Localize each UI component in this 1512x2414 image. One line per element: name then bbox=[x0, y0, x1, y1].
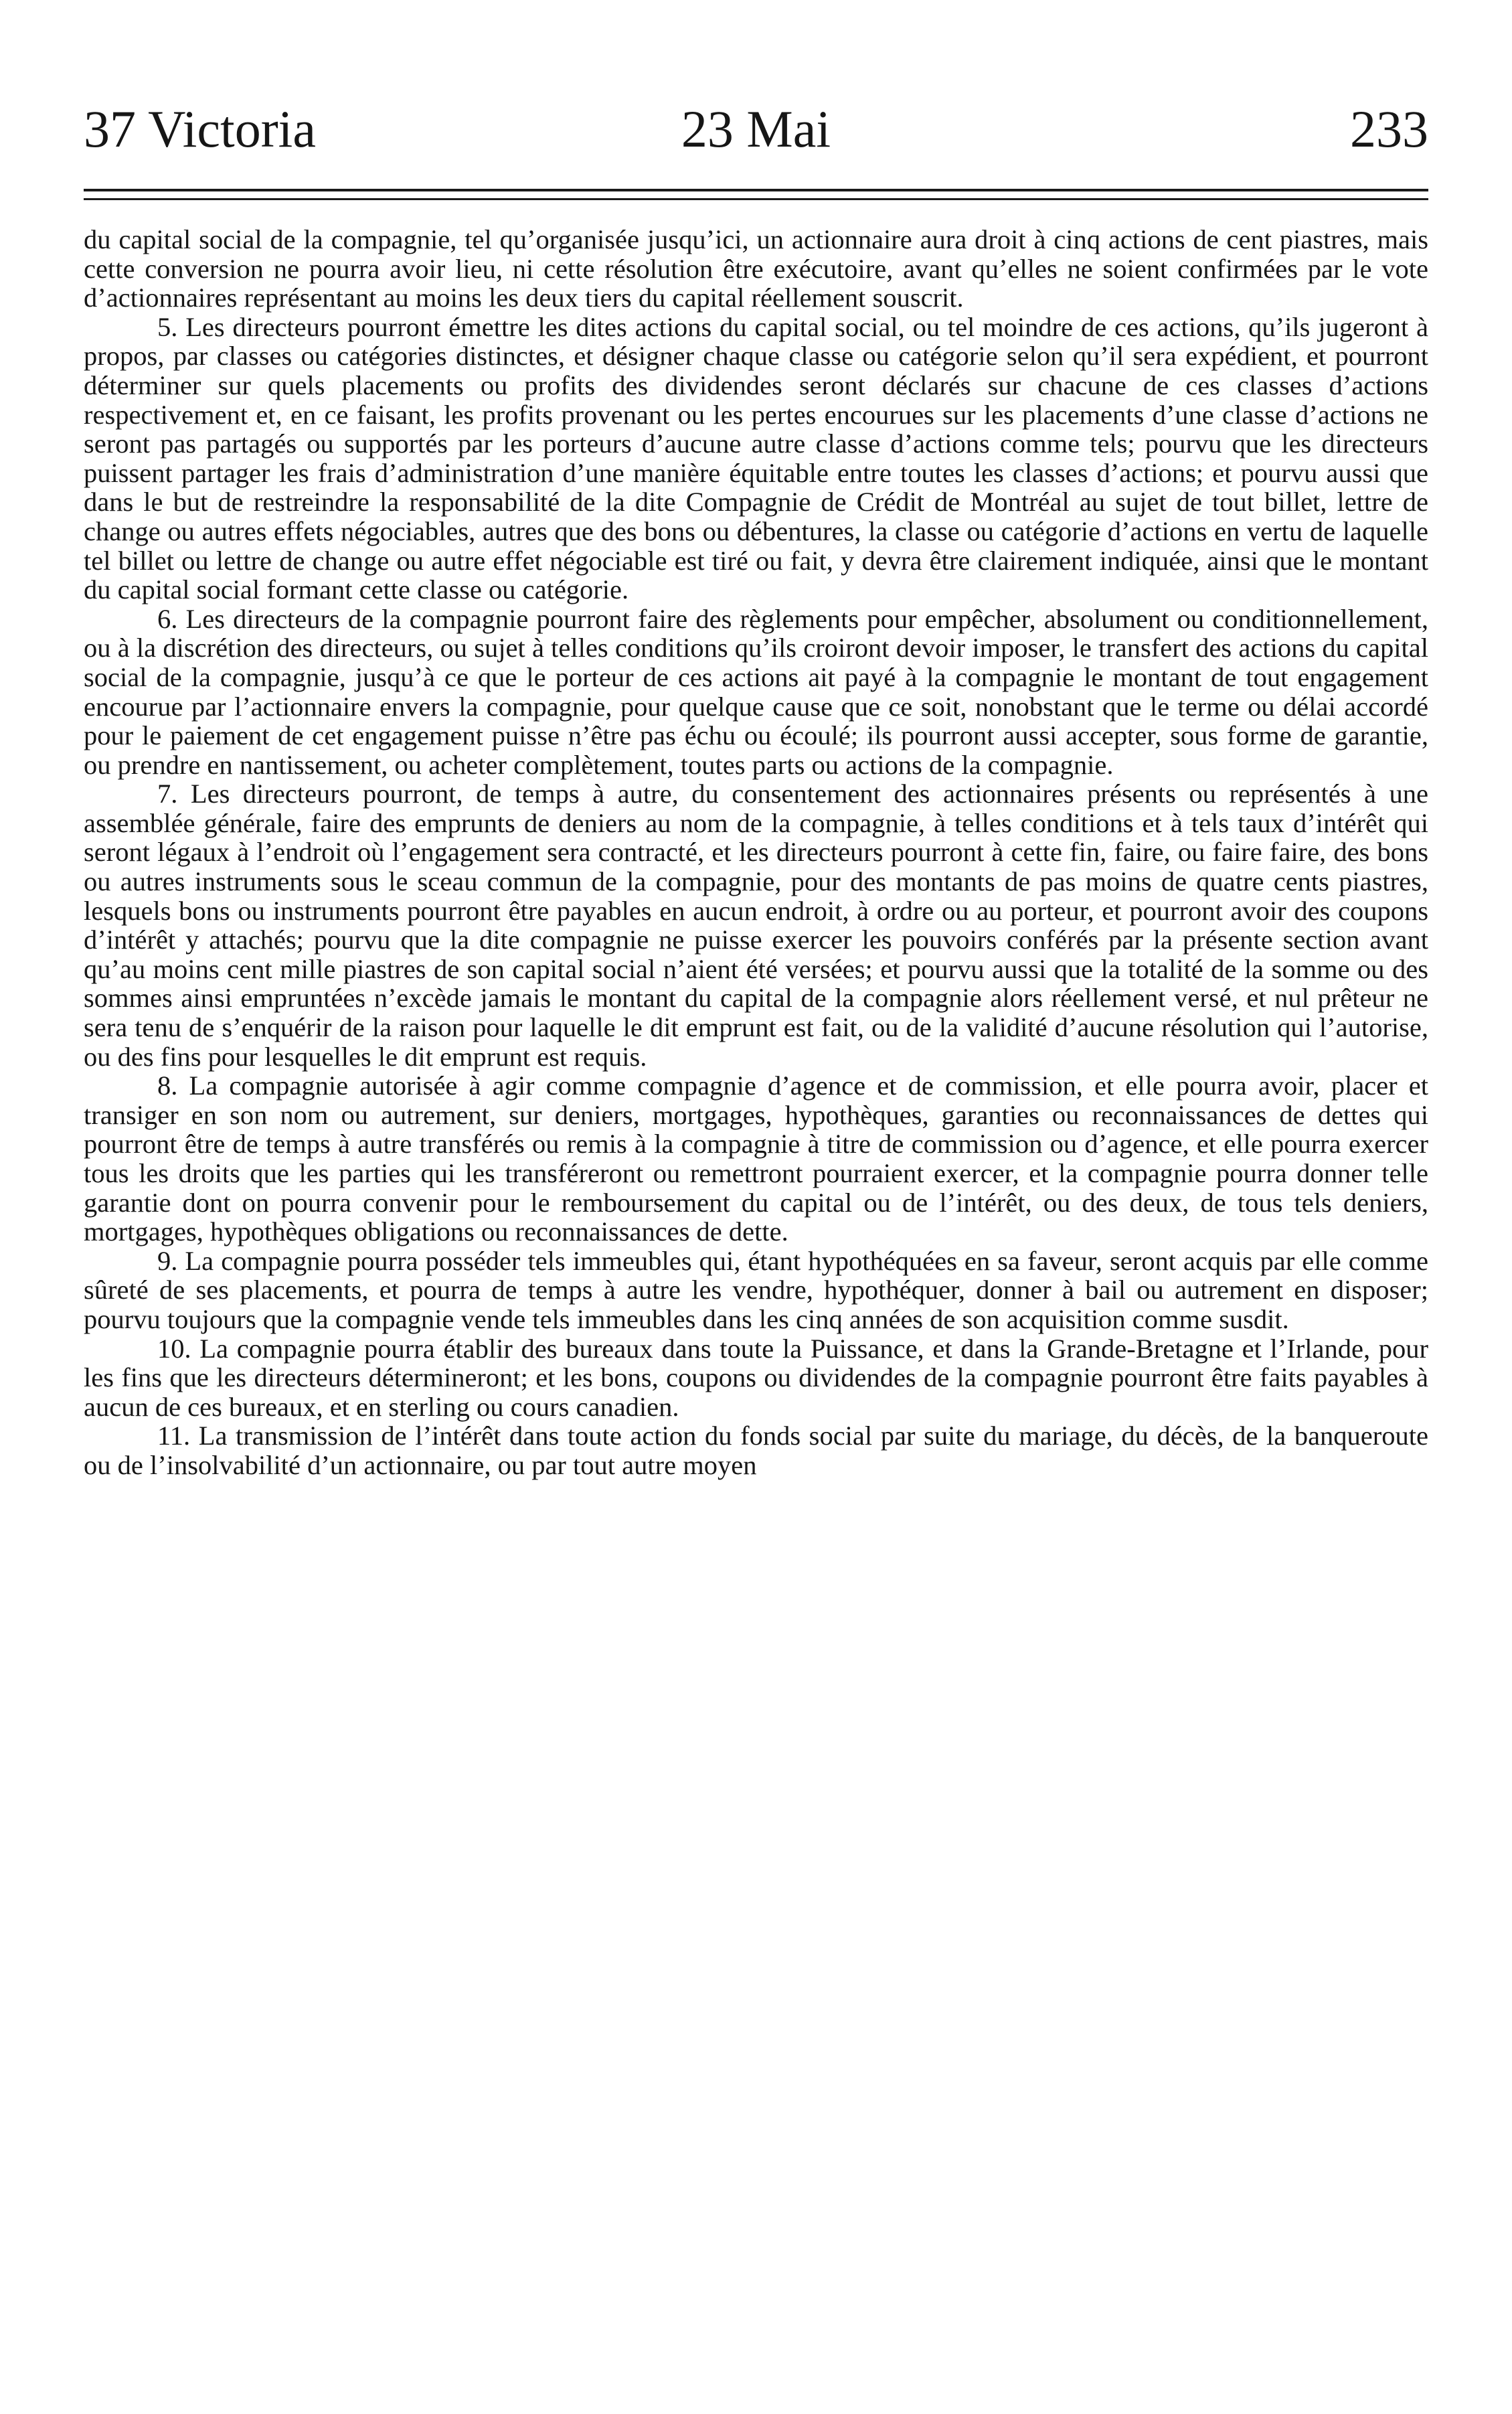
page-number: 233 bbox=[1350, 100, 1428, 158]
paragraph-continuation: du capital social de la compagnie, tel qu’organisée jusqu’ici, un actionnaire aura droit à cinq actions de cent piastres, mais cette conversion ne pourra avoir lieu, ni cette résolution être exécutoire, avant qu’elles ne soient confirmées par le vote d’actionnaires représentant au moins les deux tiers du capital réellement souscrit. bbox=[84, 224, 1428, 313]
section-5: 5. Les directeurs pourront émettre les dites actions du capital social, ou tel moindre de ces actions, qu’ils jugeront à propos, par classes ou catégories distinctes, et désigner chaque classe ou catégorie selon qu’il sera expédient, et pourront déterminer sur quels placements ou profits des dividendes seront déclarés sur chacune de ces classes d’actions respectivement et, en ce faisant, les profits provenant ou les pertes encourues sur les placements d’une classe d’actions ne seront pas partagés ou supportés par les porteurs d’aucune autre classe d’actions comme tels; pourvu que les directeurs puissent partager les frais d’administration d’une manière équitable entre toutes les classes d’actions; et pourvu aussi que dans le but de restreindre la responsabilité de la dite Compagnie de Crédit de Montréal au sujet de tout billet, lettre de change ou autres effets négociables, autres que des bons ou débentures, la classe ou catégorie d’actions en vertu de laquelle tel billet ou lettre de change ou autre effet négociable est tiré ou fait, y devra être clairement indiquée, ainsi que le montant du capital social formant cette classe ou catégorie. bbox=[84, 311, 1428, 605]
section-11: 11. La transmission de l’intérêt dans toute action du fonds social par suite du mariage, du décès, de la banqueroute ou de l’insolvabilité d’un actionnaire, ou par tout autre moyen bbox=[84, 1421, 1428, 1480]
header-rule-thin bbox=[84, 198, 1428, 200]
header-regnal-year: 37 Victoria bbox=[84, 100, 316, 158]
section-8: 8. La compagnie autorisée à agir comme compagnie d’agence et de commission, et elle pourra avoir, placer et transiger en son nom ou autrement, sur deniers, mortgages, hypothèques, garanties ou reconnaissances de dettes qui pourront être de temps à autre transférés ou remis à la compagnie à titre de commission ou d’agence, et elle pourra exercer tous les droits que les parties qui les transféreront ou remettront pourraient exercer, et la compagnie pourra donner telle garantie dont on pourra convenir pour le remboursement du capital ou de l’intérêt, ou des deux, de tous tels deniers, mortgages, hypothèques obligations ou reconnaissances de dette. bbox=[84, 1070, 1428, 1247]
running-head bbox=[84, 92, 1428, 166]
header-rule-thick bbox=[84, 189, 1428, 191]
section-10: 10. La compagnie pourra établir des bureaux dans toute la Puissance, et dans la Grande-Bretagne et l’Irlande, pour les fins que les directeurs détermineront; et les bons, coupons ou dividendes de la compagnie pourront être faits payables à aucun de ces bureaux, et en sterling ou cours canadien. bbox=[84, 1333, 1428, 1422]
header-date: 23 Mai bbox=[681, 100, 831, 158]
body-text bbox=[84, 225, 1428, 1480]
section-9: 9. La compagnie pourra posséder tels immeubles qui, étant hypothéquées en sa faveur, seront acquis par elle comme sûreté de ses placements, et pourra de temps à autre les vendre, hypothéquer, donner à bail ou autrement en disposer; pourvu toujours que la compagnie vende tels immeubles dans les cinq années de son acquisition comme susdit. bbox=[84, 1245, 1428, 1334]
section-7: 7. Les directeurs pourront, de temps à autre, du consentement des actionnaires présents ou représentés à une assemblée générale, faire des emprunts de deniers au nom de la compagnie, à telles conditions et à tels taux d’intérêt qui seront légaux à l’endroit où l’engagement sera contracté, et les directeurs pourront à cette fin, faire, ou faire faire, des bons ou autres instruments sous le sceau commun de la compagnie, pour des montants de pas moins de quatre cents piastres, lesquels bons ou instruments pourront être payables en aucun endroit, à ordre ou au porteur, et pourront avoir des coupons d’intérêt y attachés; pourvu que la dite compagnie ne puisse exercer les pouvoirs conférés par la présente section avant qu’au moins cent mille piastres de son capital social n’aient été versées; et pourvu aussi que la totalité de la somme ou des sommes ainsi empruntées n’excède jamais le montant du capital de la compagnie alors réellement versé, et nul prêteur ne sera tenu de s’enquérir de la raison pour laquelle le dit emprunt est fait, ou de la validité d’aucune résolution qui l’autorise, ou des fins pour lesquelles le dit emprunt est requis. bbox=[84, 779, 1428, 1072]
section-6: 6. Les directeurs de la compagnie pourront faire des règlements pour empêcher, absolument ou conditionnellement, ou à la discrétion des directeurs, ou sujet à telles conditions qu’ils croiront devoir imposer, le transfert des actions du capital social de la compagnie, jusqu’à ce que le porteur de ces actions ait payé à la compagnie le montant de tout engagement encourue par l’actionnaire envers la compagnie, pour quelque cause que ce soit, nonobstant que le terme ou délai accordé pour le paiement de cet engagement puisse n’être pas échu ou écoulé; ils pourront aussi accepter, sous forme de garantie, ou prendre en nantissement, ou acheter complètement, toutes parts ou actions de la compagnie. bbox=[84, 603, 1428, 780]
